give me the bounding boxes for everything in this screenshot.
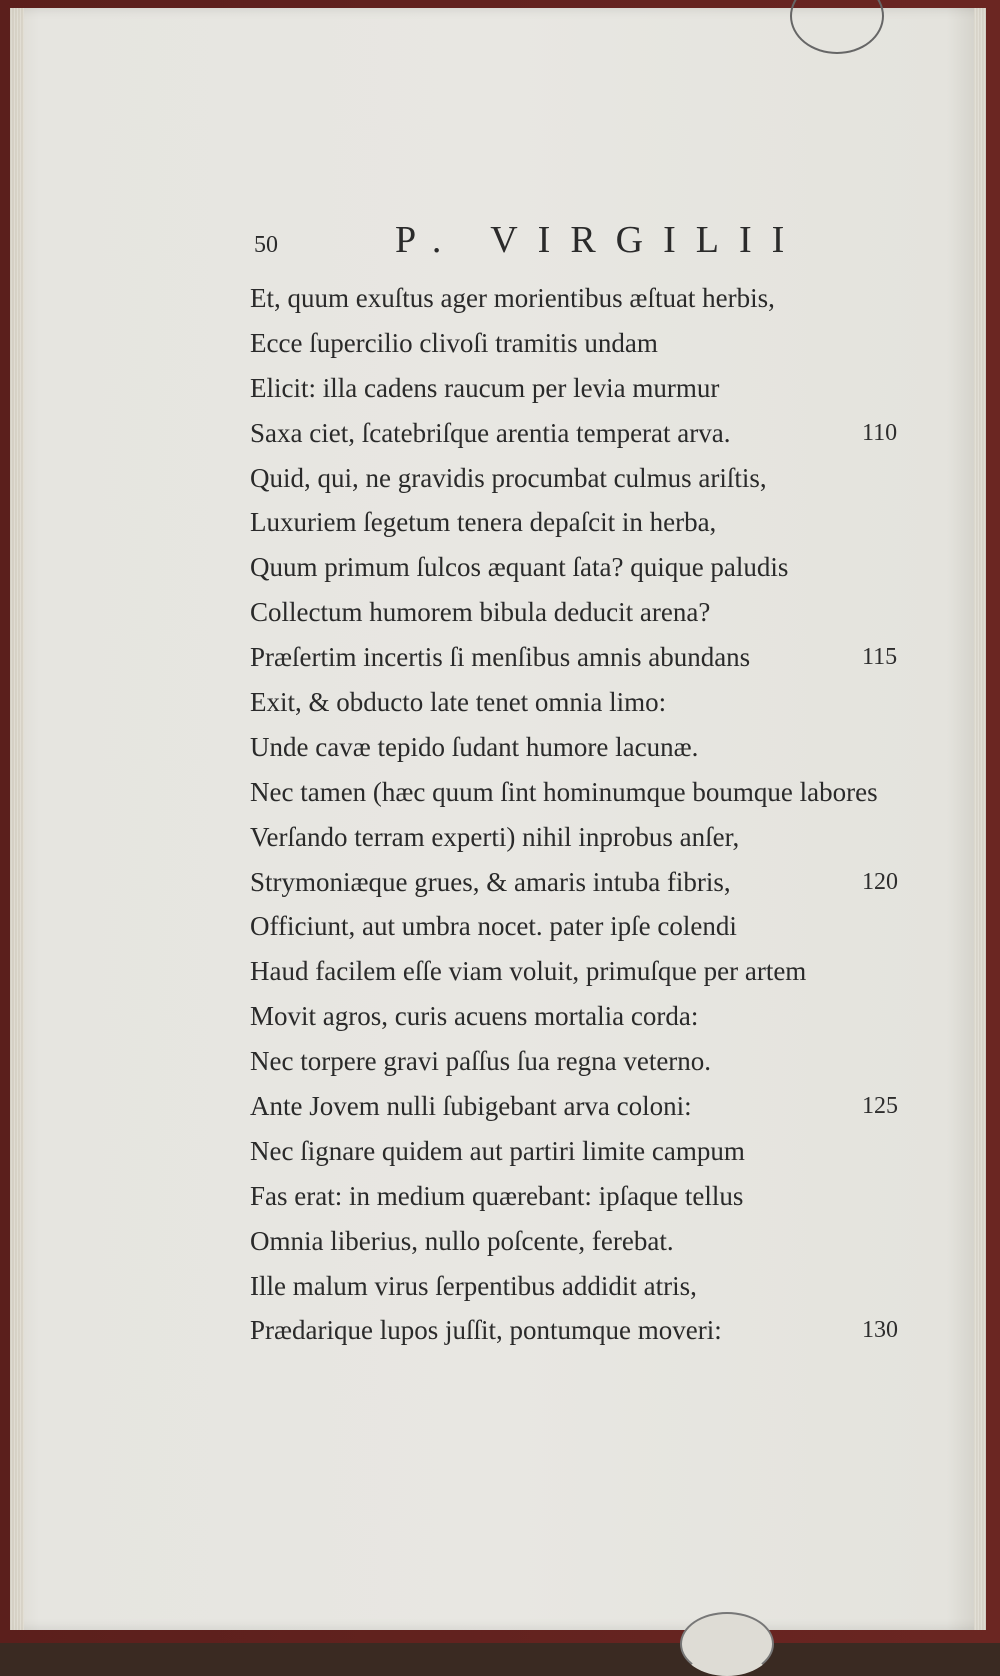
- verse-text: Ille malum virus ſerpentibus addidit atris,: [250, 1270, 697, 1301]
- verse-text: Nec torpere gravi paſſus ſua regna veterno.: [250, 1046, 712, 1077]
- verse-line: [250, 1219, 910, 1264]
- verse-line: [250, 1264, 910, 1309]
- verse-text: Luxuriem ſegetum tenera depaſcit in herba,: [250, 507, 717, 538]
- verse-text: Movit agros, curis acuens mortalia corda:: [250, 1001, 699, 1032]
- verse-line: [250, 411, 910, 456]
- line-number: 125: [862, 1093, 898, 1120]
- verse-line: [250, 949, 910, 994]
- verse-text: Nec tamen (hæc quum ſint hominumque boumque labores: [250, 776, 878, 807]
- running-title: P. VIRGILII: [395, 219, 805, 261]
- verse-line: [250, 860, 910, 905]
- page-edge-right: [974, 8, 986, 1630]
- verse-line: [250, 994, 910, 1039]
- page-edge-left: [10, 8, 24, 1630]
- verse-text: Unde cavæ tepido ſudant humore lacunæ.: [250, 731, 699, 762]
- verse-text: Prædarique lupos juſſit, pontumque moveri:: [250, 1315, 722, 1346]
- verse-text: Ante Jovem nulli ſubigebant arva coloni:: [250, 1091, 692, 1122]
- verse-text: Haud facilem eſſe viam voluit, primuſque per artem: [250, 956, 807, 987]
- verse-line: [250, 725, 910, 770]
- verse-text: Exit, & obducto late tenet omnia limo:: [250, 687, 667, 718]
- verse-text: Strymoniæque grues, & amaris intuba fibris,: [250, 866, 731, 897]
- line-number: 130: [862, 1317, 898, 1344]
- verse-line: [250, 1084, 910, 1129]
- page-number: 50: [254, 232, 278, 258]
- verse-line: [250, 1174, 910, 1219]
- verse-text: Verſando terram experti) nihil inprobus anſer,: [250, 821, 740, 852]
- verse-text: Ecce ſupercilio clivoſi tramitis undam: [250, 327, 658, 358]
- verse-line: [250, 456, 910, 501]
- verse-text: Elicit: illa cadens raucum per levia murmur: [250, 372, 720, 403]
- verse-line: [250, 1308, 910, 1353]
- binding-clip-top: [790, 0, 884, 54]
- verse-text: Et, quum exuſtus ager morientibus æſtuat herbis,: [250, 283, 775, 313]
- verse-text: Saxa ciet, ſcatebriſque arentia temperat arva.: [250, 417, 731, 448]
- verse-line: [250, 276, 910, 321]
- verse-text: Fas erat: in medium quærebant: ipſaque tellus: [250, 1180, 744, 1211]
- verse-line: [250, 680, 910, 725]
- verse-line: [250, 635, 910, 680]
- verse-line: [250, 366, 910, 411]
- verse-line: [250, 1129, 910, 1174]
- verse-line: [250, 545, 910, 590]
- verse-text: Quum primum ſulcos æquant ſata? quique paludis: [250, 552, 789, 583]
- verse-line: [250, 321, 910, 366]
- verse-text: Quid, qui, ne gravidis procumbat culmus ariſtis,: [250, 462, 767, 493]
- verse-line: [250, 500, 910, 545]
- verse-block: [250, 276, 910, 1353]
- verse-text: Collectum humorem bibula deducit arena?: [250, 597, 711, 628]
- verse-text: Officiunt, aut umbra nocet. pater ipſe colendi: [250, 911, 737, 942]
- line-number: 110: [862, 419, 898, 446]
- verse-text: Omnia liberius, nullo poſcente, ferebat.: [250, 1225, 674, 1256]
- book-page: [10, 8, 986, 1630]
- verse-line: [250, 770, 910, 815]
- verse-line: [250, 590, 910, 635]
- verse-line: [250, 815, 910, 860]
- verse-line: [250, 904, 910, 949]
- verse-text: Præſertim incertis ſi menſibus amnis abundans: [250, 642, 751, 673]
- verse-text: Nec ſignare quidem aut partiri limite campum: [250, 1135, 745, 1166]
- verse-line: [250, 1039, 910, 1084]
- binding-clip-bottom: [680, 1612, 774, 1676]
- line-number: 120: [862, 868, 898, 895]
- page-header: [250, 218, 810, 268]
- line-number: 115: [862, 644, 898, 671]
